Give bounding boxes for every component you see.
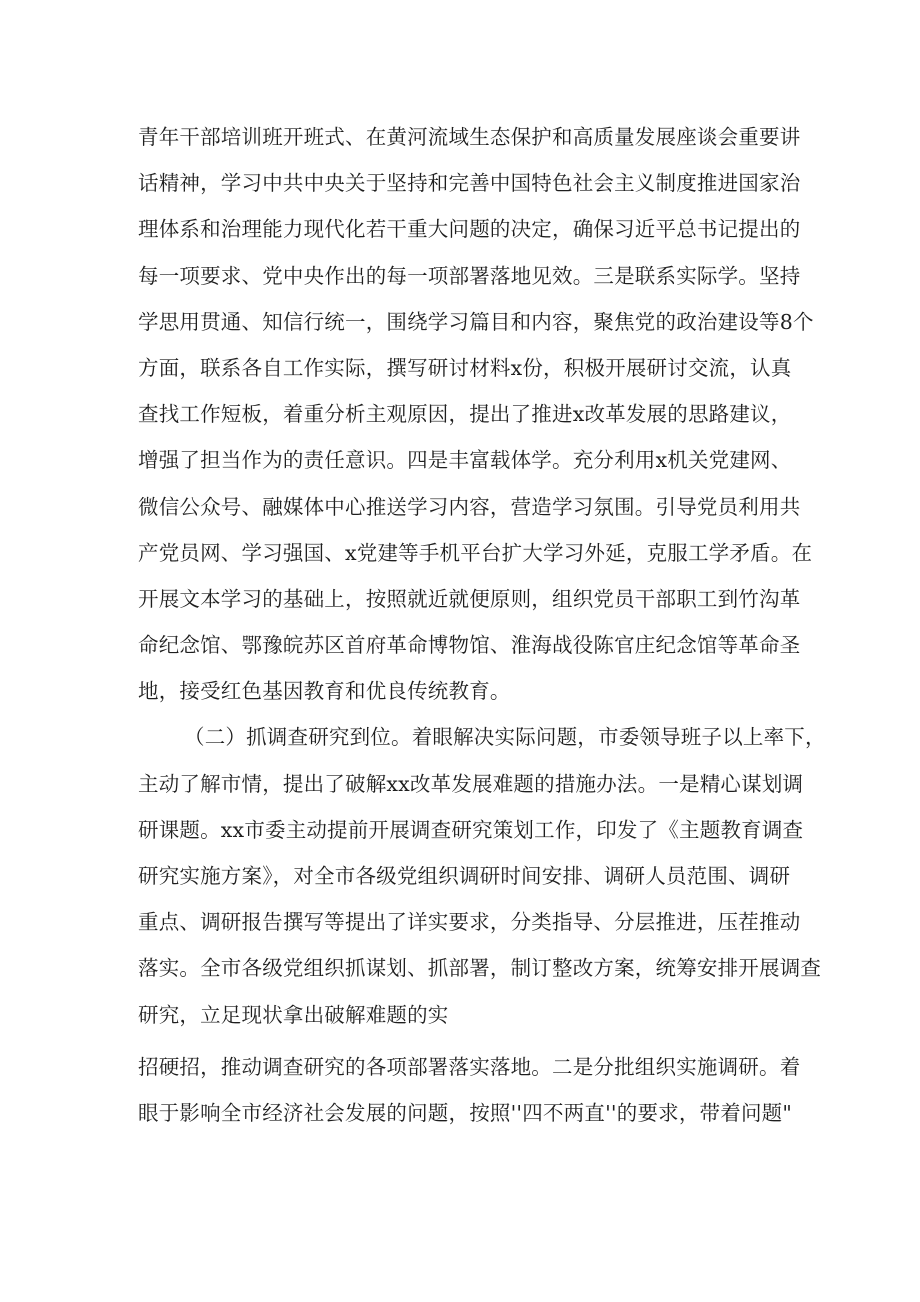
text-line: 微信公众号、融媒体中心推送学习内容，营造学习氛围。引导党员利用共 xyxy=(138,494,801,519)
text-line: 命纪念馆、鄂豫皖苏区首府革命博物馆、淮海战役陈官庄纪念馆等革命圣 xyxy=(138,633,801,658)
text-line: 眼于影响全市经济社会发展的问题，按照''四不两直''的要求，带着问题" xyxy=(138,1100,792,1125)
text-line: 招硬招，推动调查研究的各项部署落实落地。二是分批组织实施调研。着 xyxy=(138,1054,801,1079)
text-line: 开展文本学习的基础上，按照就近就便原则，组织党员干部职工到竹沟革 xyxy=(138,586,801,611)
text-line: 增强了担当作为的责任意识。四是丰富载体学。充分利用x机关党建网、 xyxy=(138,448,792,473)
text-line: 研课题。xx市委主动提前开展调查研究策划工作，印发了《主题教育调查 xyxy=(138,817,804,842)
text-line: 主动了解市情，提出了破解xx改革发展难题的措施办法。一是精心谋划调 xyxy=(138,771,804,796)
document-body xyxy=(138,114,826,1136)
text-line: 学思用贯通、知信行统一，围绕学习篇目和内容，聚焦党的政治建设等8个 xyxy=(138,309,814,334)
text-line: 方面，联系各自工作实际，撰写研讨材料x份，积极开展研讨交流，认真 xyxy=(138,355,792,380)
text-line: 地，接受红色基因教育和优良传统教育。 xyxy=(138,679,511,704)
text-line: 研究，立足现状拿出破解难题的实 xyxy=(138,1002,449,1027)
text-line: 话精神，学习中共中央关于坚持和完善中国特色社会主义制度推进国家治 xyxy=(138,171,801,196)
text-line: （二）抓调查研究到位。着眼解决实际问题，市委领导班子以上率下， xyxy=(184,725,826,750)
text-line: 理体系和治理能力现代化若干重大问题的决定，确保习近平总书记提出的 xyxy=(138,217,801,242)
text-line: 每一项要求、党中央作出的每一项部署落地见效。三是联系实际学。坚持 xyxy=(138,263,801,288)
text-line: 落实。全市各级党组织抓谋划、抓部署，制订整改方案，统筹安排开展调查 xyxy=(138,956,822,981)
text-line: 产党员网、学习强国、x党建等手机平台扩大学习外延，克服工学矛盾。在 xyxy=(138,540,813,565)
text-line: 研究实施方案》，对全市各级党组织调研时间安排、调研人员范围、调研 xyxy=(138,864,791,888)
text-line: 青年干部培训班开班式、在黄河流域生态保护和高质量发展座谈会重要讲 xyxy=(138,125,801,149)
text-line: 重点、调研报告撰写等提出了详实要求，分类指导、分层推进，压茬推动 xyxy=(138,910,801,935)
text-line: 查找工作短板，着重分析主观原因，提出了推进x改革发展的思路建议， xyxy=(138,402,792,427)
